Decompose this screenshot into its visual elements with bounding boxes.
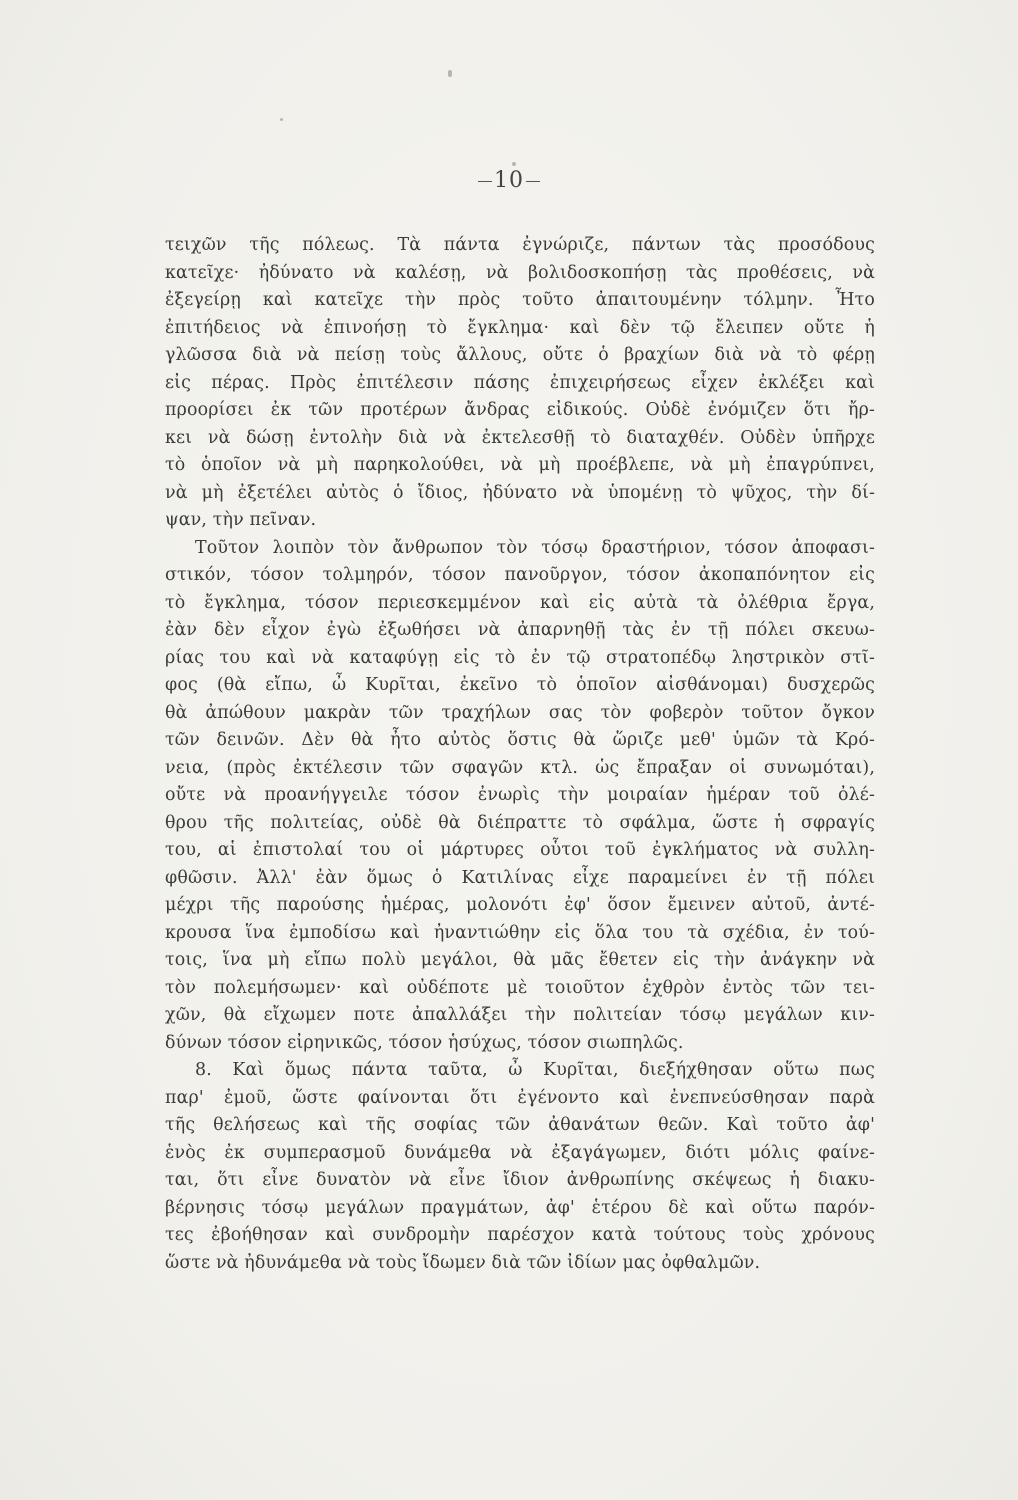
text-line: στικόν, τόσον τολμηρόν, τόσον πανοῦργον, τόσον ἀκοπαπόνητον εἰς	[165, 565, 875, 585]
text-line: βέρνησις τόσῳ μεγάλων πραγμάτων, ἀφ' ἑτέρου δὲ καὶ οὕτω παρόν-	[165, 1197, 875, 1218]
text-line: φος (θὰ εἴπω, ὦ Κυρῖται, ἐκεῖνο τὸ ὁποῖον αἰσθάνομαι) δυσχερῶς	[165, 675, 875, 695]
paper-speck	[280, 118, 283, 121]
paragraph	[165, 232, 875, 535]
paragraph	[165, 1057, 875, 1277]
text-line: ται, ὅτι εἶνε δυνατὸν νὰ εἶνε ἴδιον ἀνθρωπίνης σκέψεως ἡ διακυ-	[165, 1170, 875, 1190]
text-line: δύνων τόσον εἰρηνικῶς, τόσον ἡσύχως, τόσον σιωπηλῶς.	[165, 1032, 684, 1053]
text-line: νὰ μὴ ἐξετέλει αὐτὸς ὁ ἴδιος, ἠδύνατο νὰ ὑπομένῃ τὸ ψῦχος, τὴν δί-	[165, 482, 875, 503]
text-line: ἐὰν δὲν εἶχον ἐγὼ ἐξωθήσει νὰ ἀπαρνηθῇ τὰς ἐν τῇ πόλει σκευω-	[165, 620, 875, 640]
text-line: ρίας του καὶ νὰ καταφύγῃ εἰς τὸ ἐν τῷ στρατοπέδῳ ληστρικὸν στῖ-	[165, 647, 875, 668]
text-line: θρου τῆς πολιτείας, οὐδὲ θὰ διέπραττε τὸ σφάλμα, ὥστε ἡ σφραγίς	[165, 812, 875, 833]
text-line: οὔτε νὰ προανήγγειλε τόσον ἐνωρὶς τὴν μοιραίαν ἡμέραν τοῦ ὀλέ-	[165, 785, 875, 805]
page-number-dash-right	[526, 181, 540, 182]
text-line: 8. Καὶ ὅμως πάντα ταῦτα, ὦ Κυρῖται, διεξήχθησαν οὕτω πως	[195, 1060, 875, 1080]
text-line: φθῶσιν. Ἀλλ' ἐὰν ὅμως ὁ Κατιλίνας εἶχε παραμείνει ἐν τῇ πόλει	[165, 867, 875, 888]
text-line: τὸ ὁποῖον νὰ μὴ παρηκολούθει, νὰ μὴ προέβλεπε, νὰ μὴ ἐπαγρύπνει,	[165, 455, 875, 475]
text-line: τῆς θελήσεως καὶ τῆς σοφίας τῶν ἀθανάτων θεῶν. Καὶ τοῦτο ἀφ'	[165, 1115, 875, 1135]
text-line: ἐπιτήδειος νὰ ἐπινοήσῃ τὸ ἔγκλημα· καὶ δὲν τῷ ἔλειπεν οὔτε ἡ	[165, 317, 875, 338]
text-line: κει νὰ δώσῃ ἐντολὴν διὰ νὰ ἐκτελεσθῇ τὸ διαταχθέν. Οὐδὲν ὑπῆρχε	[165, 427, 875, 448]
text-line: εἰς πέρας. Πρὸς ἐπιτέλεσιν πάσης ἐπιχειρήσεως εἶχεν ἐκλέξει καὶ	[165, 372, 875, 393]
text-line: ψαν, τὴν πεῖναν.	[165, 510, 317, 530]
page-number-text: 10	[494, 168, 524, 193]
text-line: γλῶσσα διὰ νὰ πείσῃ τοὺς ἄλλους, οὔτε ὁ βραχίων διὰ νὰ τὸ φέρῃ	[165, 345, 875, 365]
text-line: τὸν πολεμήσωμεν· καὶ οὐδέποτε μὲ τοιοῦτον ἐχθρὸν ἐντὸς τῶν τει-	[165, 977, 875, 998]
text-line: κρουσα ἵνα ἐμποδίσω καὶ ἠναντιώθην εἰς ὅλα του τὰ σχέδια, ἐν τού-	[165, 922, 875, 943]
text-line: κατεῖχε· ἠδύνατο νὰ καλέσῃ, νὰ βολιδοσκοπήσῃ τὰς προθέσεις, νὰ	[165, 262, 875, 283]
text-line: μέχρι τῆς παρούσης ἡμέρας, μολονότι ἐφ' ὅσον ἔμεινεν αὐτοῦ, ἀντέ-	[165, 895, 875, 915]
text-line: τὸ ἔγκλημα, τόσον περιεσκεμμένον καὶ εἰς αὐτὰ τὰ ὀλέθρια ἔργα,	[165, 592, 875, 613]
paper-speck	[512, 162, 516, 166]
text-line: του, αἱ ἐπιστολαί του οἱ μάρτυρες οὗτοι τοῦ ἐγκλήματος νὰ συλλη-	[165, 840, 875, 860]
text-line: τες ἐβοήθησαν καὶ συνδρομὴν παρέσχον κατὰ τούτους τοὺς χρόνους	[165, 1225, 875, 1245]
text-line: χῶν, θὰ εἴχωμεν ποτε ἀπαλλάξει τὴν πολιτείαν τόσῳ μεγάλων κιν-	[165, 1005, 875, 1025]
page-number	[0, 168, 1018, 193]
text-line: ὥστε νὰ ἠδυνάμεθα νὰ τοὺς ἴδωμεν διὰ τῶν ἰδίων μας ὀφθαλμῶν.	[165, 1252, 761, 1273]
text-line: Τοῦτον λοιπὸν τὸν ἄνθρωπον τὸν τόσῳ δραστήριον, τόσον ἀποφασι-	[195, 537, 875, 558]
text-line: ἐξεγείρῃ καὶ κατεῖχε τὴν πρὸς τοῦτο ἀπαιτουμένην τόλμην. Ἦτο	[165, 290, 875, 310]
text-line: θὰ ἀπώθουν μακρὰν τῶν τραχήλων σας τὸν φοβερὸν τοῦτον ὄγκον	[165, 702, 875, 723]
body-text	[165, 232, 875, 1277]
text-line: νεια, (πρὸς ἐκτέλεσιν τῶν σφαγῶν κτλ. ὡς ἔπραξαν οἱ συνωμόται),	[165, 757, 875, 778]
text-line: τειχῶν τῆς πόλεως. Τὰ πάντα ἐγνώριζε, πάντων τὰς προσόδους	[165, 235, 875, 255]
text-line: παρ' ἐμοῦ, ὥστε φαίνονται ὅτι ἐγένοντο καὶ ἐνεπνεύσθησαν παρὰ	[165, 1087, 875, 1108]
text-line: τῶν δεινῶν. Δὲν θὰ ἦτο αὐτὸς ὅστις θὰ ὥριζε μεθ' ὑμῶν τὰ Κρό-	[165, 730, 875, 750]
text-line: προορίσει ἐκ τῶν προτέρων ἄνδρας εἰδικούς. Οὐδὲ ἐνόμιζεν ὅτι ἤρ-	[165, 400, 875, 420]
paper-speck	[448, 70, 452, 77]
text-line: ἑνὸς ἐκ συμπερασμοῦ δυνάμεθα νὰ ἐξαγάγωμεν, διότι μόλις φαίνε-	[165, 1142, 875, 1163]
text-line: τοις, ἵνα μὴ εἴπω πολὺ μεγάλοι, θὰ μᾶς ἔθετεν εἰς τὴν ἀνάγκην νὰ	[165, 950, 875, 970]
paragraph	[165, 535, 875, 1058]
page-number-dash-left	[478, 181, 492, 182]
